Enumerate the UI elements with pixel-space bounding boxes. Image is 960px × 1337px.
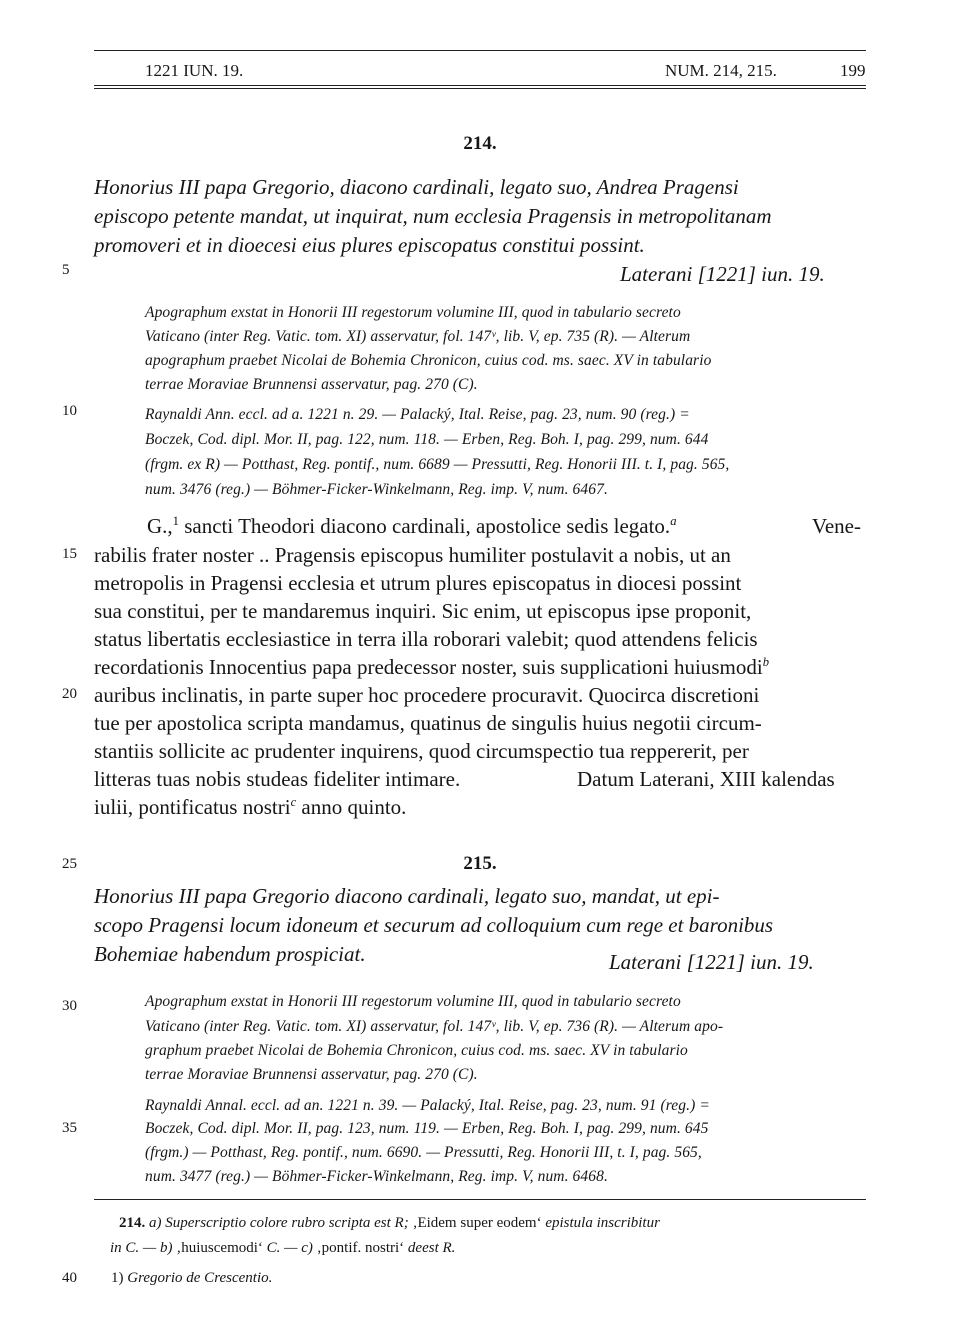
doc-214-literature-line: Boczek, Cod. dipl. Mor. II, pag. 122, num. 118. — Erben, Reg. Boh. I, pag. 299, num. 644 <box>145 431 709 448</box>
doc-214-source-line: terrae Moraviae Brunnensi asservatur, pag. 270 (C). <box>145 376 478 393</box>
footnote-quote: ‚Eidem super eodem‘ <box>412 1215 542 1231</box>
footnote-text: Superscriptio colore rubro scripta est R; <box>161 1215 413 1231</box>
footnote-text: Gregorio de Crescentio. <box>127 1270 273 1286</box>
footnote-text: epistula inscribitur <box>541 1215 660 1231</box>
doc-214-text-line <box>94 795 406 820</box>
footnote-ref: b <box>762 655 769 669</box>
line-number: 5 <box>62 262 70 278</box>
line-number: 25 <box>62 856 77 872</box>
doc-214-text-line: metropolis in Pragensi ecclesia et utrum plures episcopatus in diocesi possint <box>94 571 742 595</box>
doc-214-text-line: status libertatis ecclesiastice in terra illa roborari valebit; quod attendens felicis <box>94 627 758 651</box>
doc-214-text-line: Datum Laterani, XIII kalendas <box>577 767 835 791</box>
doc-214-text-line: litteras tuas nobis studeas fideliter intimare. <box>94 767 461 791</box>
footnote-doc-number: 214. <box>119 1215 146 1231</box>
doc-214-source-line: apographum praebet Nicolai de Bohemia Chronicon, cuius cod. ms. saec. XV in tabulario <box>145 352 712 369</box>
doc-214-date: Laterani [1221] iun. 19. <box>620 262 825 286</box>
text-span: anno quinto. <box>296 795 407 819</box>
line-number: 30 <box>62 998 77 1014</box>
footnote-line <box>110 1240 455 1257</box>
doc-214-text-line <box>147 514 676 539</box>
doc-214-source-line: Vaticano (inter Reg. Vatic. tom. XI) asservatur, fol. 147ᵛ, lib. V, ep. 735 (R). — Alterum <box>145 328 691 345</box>
footnote-ref: c <box>290 795 297 809</box>
footnote-number: 1) <box>111 1270 124 1286</box>
footnote-line <box>111 1270 272 1287</box>
line-number: 40 <box>62 1270 77 1286</box>
doc-214-regest-line: Honorius III papa Gregorio, diacono cardinali, legato suo, Andrea Pragensi <box>94 175 739 199</box>
footnote-text: in C. — <box>110 1240 161 1256</box>
doc-215-source-line: Apographum exstat in Honorii III regestorum volumine III, quod in tabulario secreto <box>145 993 681 1010</box>
line-number: 35 <box>62 1120 77 1136</box>
footnote-line <box>119 1215 660 1232</box>
doc-214-text-line: rabilis frater noster .. Pragensis episcopus humiliter postulavit a nobis, ut an <box>94 543 731 567</box>
doc-214-text-line: Vene- <box>812 514 861 538</box>
header-page-number: 199 <box>840 61 866 80</box>
doc-215-literature-line: (frgm.) — Potthast, Reg. pontif., num. 6690. — Pressutti, Reg. Honorii III, t. I, pag. 565, <box>145 1144 702 1161</box>
doc-215-source-line: graphum praebet Nicolai de Bohemia Chronicon, cuius cod. ms. saec. XV in tabulario <box>145 1042 688 1059</box>
doc-215-source-line: Vaticano (inter Reg. Vatic. tom. XI) asservatur, fol. 147ᵛ, lib. V, ep. 736 (R). — Alterum apo- <box>145 1018 724 1035</box>
text-span: iulii, pontificatus nostri <box>94 795 291 819</box>
doc-214-literature-line: (frgm. ex R) — Potthast, Reg. pontif., num. 6689 — Pressutti, Reg. Honorii III. t. I, pag. 565, <box>145 456 730 473</box>
doc-215-number: 215. <box>463 853 497 874</box>
footnote-ref: a <box>670 514 677 528</box>
doc-215-regest-line: scopo Pragensi locum idoneum et securum ad colloquium cum rege et baronibus <box>94 913 774 937</box>
doc-214-source-line: Apographum exstat in Honorii III regestorum volumine III, quod in tabulario secreto <box>145 304 681 321</box>
doc-215-literature-line: Boczek, Cod. dipl. Mor. II, pag. 123, num. 119. — Erben, Reg. Boh. I, pag. 299, num. 645 <box>145 1120 709 1137</box>
footnote-quote: ‚pontif. nostri‘ <box>312 1240 405 1256</box>
header-date: 1221 IUN. 19. <box>145 61 244 80</box>
header-top-rule <box>94 50 866 51</box>
addressee: G., <box>147 514 173 538</box>
header-doc-numbers: NUM. 214, 215. <box>665 61 777 80</box>
doc-215-source-line: terrae Moraviae Brunnensi asservatur, pag. 270 (C). <box>145 1066 478 1083</box>
line-number: 20 <box>62 686 77 702</box>
header-bottom-rule-2 <box>94 88 866 89</box>
line-number: 10 <box>62 403 77 419</box>
footnote-ref: 1 <box>172 514 179 528</box>
doc-215-literature-line: num. 3477 (reg.) — Böhmer-Ficker-Winkelmann, Reg. imp. V, num. 6468. <box>145 1168 608 1185</box>
doc-214-literature-line: Raynaldi Ann. eccl. ad a. 1221 n. 29. — Palacký, Ital. Reise, pag. 23, num. 90 (reg.) = <box>145 406 690 423</box>
doc-214-text-line: sua constitui, per te mandaremus inquiri. Sic enim, ut episcopus ipse proponit, <box>94 599 752 623</box>
footnote-separator <box>94 1199 866 1200</box>
header-bottom-rule <box>94 85 866 86</box>
footnote-quote: ‚huiuscemodi‘ <box>172 1240 263 1256</box>
text-span: recordationis Innocentius papa predecessor noster, suis supplicationi huiusmodi <box>94 655 763 679</box>
doc-214-text-line: auribus inclinatis, in parte super hoc procedere procuravit. Quocirca discretioni <box>94 683 760 707</box>
doc-214-text-line: tue per apostolica scripta mandamus, quatinus de singulis huius negotii circum- <box>94 711 762 735</box>
footnote-mark: a) <box>149 1215 162 1231</box>
line-number: 15 <box>62 546 77 562</box>
doc-215-regest-line: Honorius III papa Gregorio diacono cardinali, legato suo, mandat, ut epi- <box>94 884 720 908</box>
doc-215-literature-line: Raynaldi Annal. eccl. ad an. 1221 n. 39. — Palacký, Ital. Reise, pag. 23, num. 91 (reg.) = <box>145 1097 710 1114</box>
doc-214-number: 214. <box>463 133 497 154</box>
doc-214-text-line: stantiis sollicite ac prudenter inquirens, quod circumspectio tua reppererit, per <box>94 739 749 763</box>
footnote-mark: b) <box>160 1240 173 1256</box>
doc-215-date: Laterani [1221] iun. 19. <box>609 950 814 974</box>
doc-214-regest-line: episcopo petente mandat, ut inquirat, num ecclesia Pragensis in metropolitanam <box>94 204 772 228</box>
doc-214-literature-line: num. 3476 (reg.) — Böhmer-Ficker-Winkelmann, Reg. imp. V, num. 6467. <box>145 481 608 498</box>
footnote-text: deest R. <box>404 1240 456 1256</box>
text-span: sancti Theodori diacono cardinali, apostolice sedis legato. <box>178 514 671 538</box>
footnote-mark: c) <box>301 1240 313 1256</box>
footnote-text: C. — <box>262 1240 302 1256</box>
doc-214-text-line <box>94 655 769 680</box>
doc-215-regest-line: Bohemiae habendum prospiciat. <box>94 942 366 966</box>
doc-214-regest-line: promoveri et in dioecesi eius plures episcopatus constitui possint. <box>94 233 645 257</box>
